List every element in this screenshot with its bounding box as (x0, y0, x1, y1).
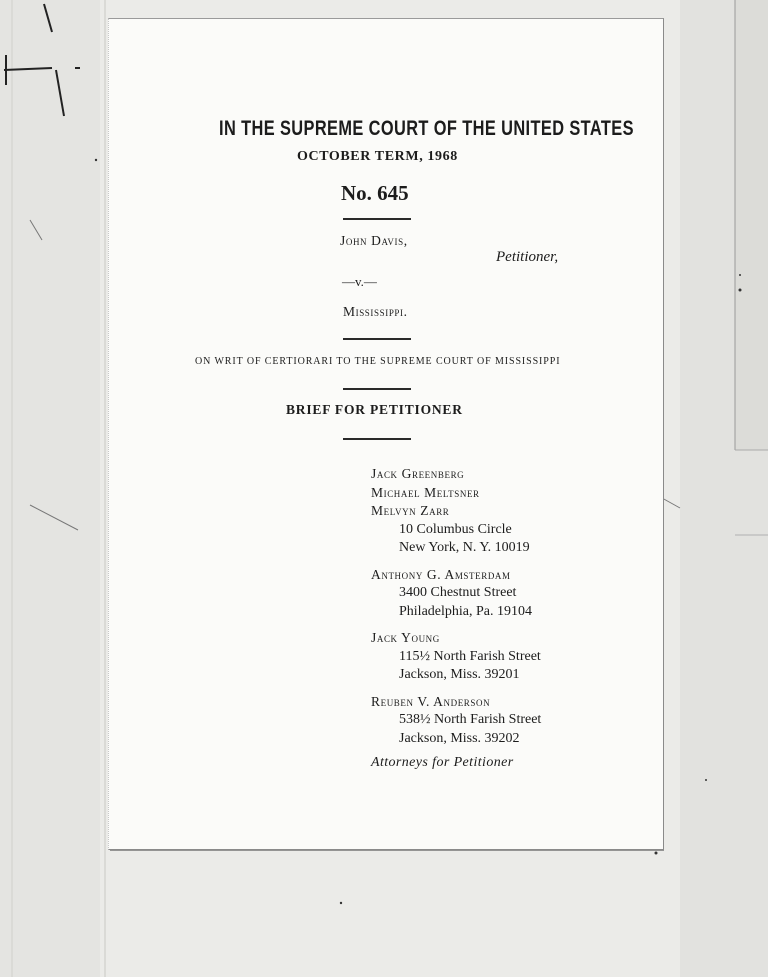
attorney-address: 115½ North Farish Street (399, 648, 541, 664)
counsel-block (371, 465, 541, 773)
attorney-address: 10 Columbus Circle (399, 521, 512, 537)
attorney-name: Jack Young (371, 630, 440, 645)
attorney-address: Philadelphia, Pa. 19104 (399, 603, 532, 619)
attorneys-role: Attorneys for Petitioner (371, 755, 514, 770)
attorney-name: Michael Meltsner (371, 484, 480, 500)
divider-rule (343, 438, 411, 441)
attorney-address: Jackson, Miss. 39202 (399, 730, 520, 746)
docket-number: No. 645 (341, 181, 409, 205)
divider-rule (343, 388, 411, 391)
attorney-address: New York, N. Y. 10019 (399, 540, 530, 555)
attorney-name: Anthony G. Amsterdam (371, 566, 511, 582)
attorney-address: 538½ North Farish Street (399, 712, 542, 727)
divider-rule (343, 338, 411, 341)
petitioner-name: John Davis, (340, 233, 408, 248)
attorney-address: Jackson, Miss. 39201 (399, 667, 520, 682)
divider-rule (343, 218, 411, 221)
versus-marker: —v.— (342, 274, 377, 289)
petitioner-role: Petitioner, (496, 249, 559, 265)
court-heading: IN THE SUPREME COURT OF THE UNITED STATES (219, 117, 634, 140)
term-heading: OCTOBER TERM, 1968 (297, 149, 458, 164)
brief-cover-page (108, 18, 664, 850)
attorney-name: Jack Greenberg (371, 466, 465, 481)
respondent-name: Mississippi. (343, 304, 408, 319)
document-title: BRIEF FOR PETITIONER (286, 402, 463, 417)
attorney-name: Melvyn Zarr (371, 503, 450, 518)
attorney-name: Reuben V. Anderson (371, 693, 491, 709)
attorney-address: 3400 Chestnut Street (399, 585, 517, 600)
writ-line: ON WRIT OF CERTIORARI TO THE SUPREME COURT OF MISSISSIPPI (195, 356, 561, 367)
